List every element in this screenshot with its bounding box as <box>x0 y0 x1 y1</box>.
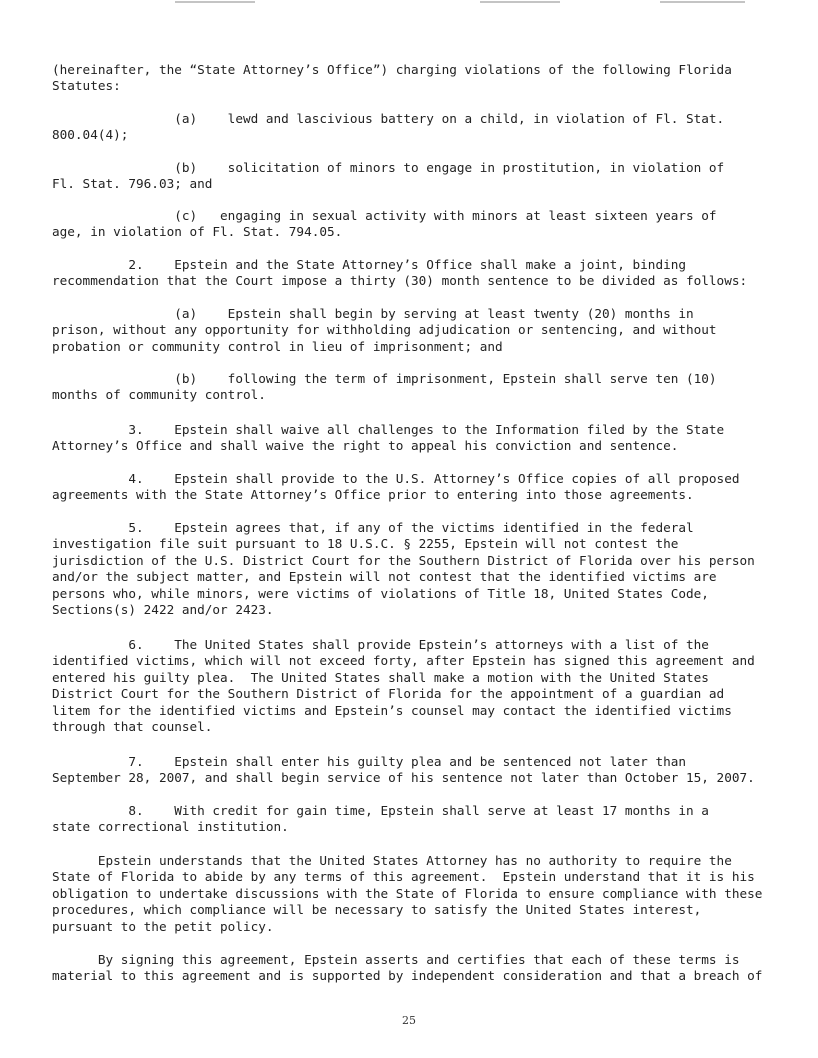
paragraph-3: 3. Epstein shall waive all challenges to the Information filed by the State Attorney’s Office and shall waive the right to appeal his conviction and sentence. <box>52 422 725 454</box>
paragraph-2-a: (a) Epstein shall begin by serving at least twenty (20) months in prison, without any opportunity for withholding adjudication or sentencing, and without probation or community control in lieu of imprisonment; and <box>52 306 717 354</box>
paragraph-certification: By signing this agreement, Epstein asserts and certifies that each of these terms is material to this agreement and is supported by independent consideration and that a breach of <box>52 952 763 984</box>
paragraph-5: 5. Epstein agrees that, if any of the victims identified in the federal investigation file suit pursuant to 18 U.S.C. § 2255, Epstein will not contest the jurisdiction of the U.S. District Court for the Southern District of Florida over his person and/or the subject matter, and Epstein will not contest that the identified victims are persons who, while minors, were victims of violations of Title 18, United States Code, Sections(s) 2422 and/or 2423. <box>52 520 755 618</box>
paragraph-6: 6. The United States shall provide Epstein’s attorneys with a list of the identified victims, which will not exceed forty, after Epstein has signed this agreement and entered his guilty plea. The United States shall make a motion with the United States District Court for the Southern District of Florida for the appointment of a guardian ad litem for the identified victims and Epstein’s counsel may contact the identified victims through that counsel. <box>52 637 755 735</box>
paragraph-8: 8. With credit for gain time, Epstein shall serve at least 17 months in a state correctional institution. <box>52 803 709 835</box>
paragraph-item-c: (c) engaging in sexual activity with minors at least sixteen years of age, in violation of Fl. Stat. 794.05. <box>52 208 717 240</box>
paragraph-authority: Epstein understands that the United States Attorney has no authority to require the State of Florida to abide by any terms of this agreement. Epstein understand that it is his obligation to undertake discussions with the State of Florida to ensure compliance with these procedures, which compliance will be necessary to satisfy the United States interest, pursuant to the petit policy. <box>52 853 763 934</box>
paragraph-2: 2. Epstein and the State Attorney’s Office shall make a joint, binding recommendation that the Court impose a thirty (30) month sentence to be divided as follows: <box>52 257 748 289</box>
paragraph-item-b: (b) solicitation of minors to engage in prostitution, in violation of Fl. Stat. 796.03; and <box>52 160 725 192</box>
paragraph-4: 4. Epstein shall provide to the U.S. Attorney’s Office copies of all proposed agreements with the State Attorney’s Office prior to entering into those agreements. <box>52 471 740 503</box>
paragraph-item-a: (a) lewd and lascivious battery on a child, in violation of Fl. Stat. 800.04(4); <box>52 111 725 143</box>
paragraph-2-b: (b) following the term of imprisonment, Epstein shall serve ten (10) months of community control. <box>52 371 717 403</box>
page-number: 25 <box>402 1014 416 1027</box>
paragraph-intro: (hereinafter, the “State Attorney’s Office”) charging violations of the following Florida Statutes: <box>52 62 732 94</box>
paragraph-7: 7. Epstein shall enter his guilty plea and be sentenced not later than September 28, 2007, and shall begin service of his sentence not later than October 15, 2007. <box>52 754 755 786</box>
